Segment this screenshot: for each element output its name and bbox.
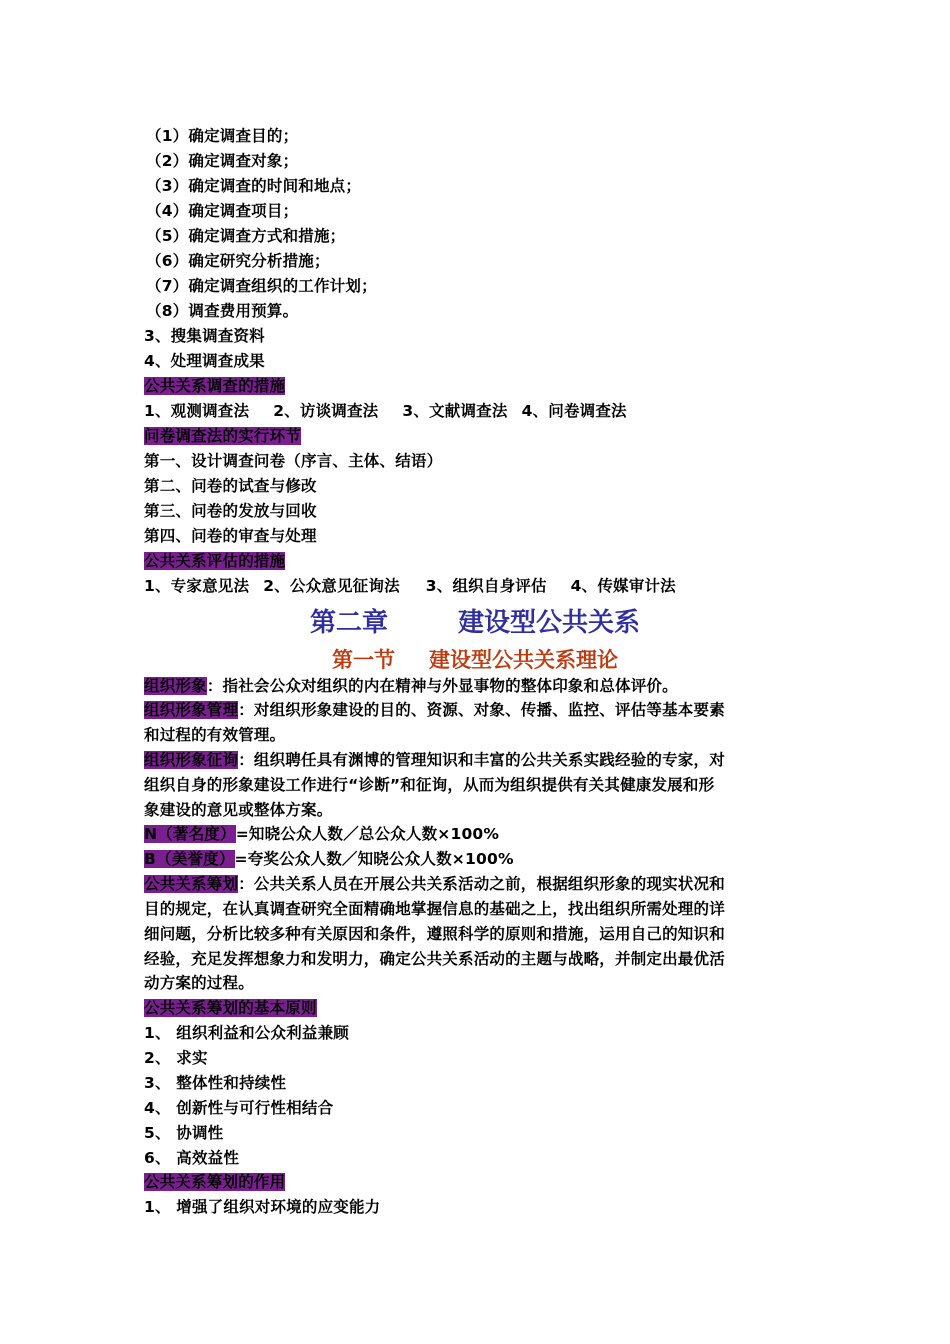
section-name: 建设型公共关系理论: [429, 648, 618, 672]
principles-heading: [144, 998, 317, 1018]
survey-methods-heading: [144, 376, 285, 396]
definition-text: 和过程的有效管理。: [144, 726, 286, 744]
definition-management: [144, 700, 725, 720]
survey-methods-list: [144, 401, 627, 421]
list-item: 1、 增强了组织对环境的应变能力: [144, 1198, 381, 1216]
highlighted-heading: 公共关系评估的措施: [144, 552, 286, 570]
highlighted-heading: 公共关系调查的措施: [144, 377, 286, 395]
list-item: 2、访谈调查法: [273, 402, 379, 420]
chapter-name: 建设型公共关系: [458, 608, 641, 638]
step-item: （5）确定调查方式和措施；: [146, 227, 346, 245]
roles-heading: [144, 1172, 285, 1192]
list-item: 1、观测调查法: [144, 402, 250, 420]
list-item: 6、 高效益性: [144, 1149, 240, 1167]
step-process-results: 4、处理调查成果: [144, 352, 265, 370]
evaluation-heading: [144, 551, 285, 571]
list-item: 3、文献调查法: [402, 402, 508, 420]
list-item: 第二、问卷的试查与修改: [144, 477, 317, 495]
formula-reputation: [144, 849, 514, 869]
definition-text: 动方案的过程。: [144, 974, 254, 992]
definition-text: ：对组织形象建设的目的、资源、对象、传播、监控、评估等基本要素: [238, 701, 725, 719]
section-number: 第一节: [332, 648, 395, 672]
step-item: （6）确定研究分析措施；: [146, 252, 330, 270]
highlighted-heading: 公共关系筹划的作用: [144, 1173, 286, 1191]
list-item: 第三、问卷的发放与回收: [144, 502, 317, 520]
step-item: （4）确定调查项目；: [146, 202, 299, 220]
list-item: 1、专家意见法: [144, 577, 250, 595]
definition-text: 组织自身的形象建设工作进行“诊断”和征询，从而为组织提供有关其健康发展和形: [144, 776, 715, 794]
highlighted-heading: 问卷调查法的实行环节: [144, 427, 302, 445]
highlighted-heading: 公共关系筹划的基本原则: [144, 999, 317, 1017]
definition-term: 组织形象: [144, 677, 207, 695]
definition-term: N（著名度）: [144, 825, 236, 843]
step-item: （8）调查费用预算。: [146, 302, 299, 320]
list-item: 2、 求实: [144, 1049, 208, 1067]
formula-fame: [144, 824, 499, 844]
definition-text: ：组织聘任具有渊博的管理知识和丰富的公共关系实践经验的专家，对: [238, 751, 725, 769]
list-item: 第四、问卷的审查与处理: [144, 527, 317, 545]
chapter-number: 第二章: [309, 608, 388, 638]
definition-planning: [144, 874, 725, 894]
definition-text: ：指社会公众对组织的内在精神与外显事物的整体印象和总体评价。: [206, 677, 678, 695]
definition-text: 目的规定，在认真调查研究全面精确地掌握信息的基础之上，找出组织所需处理的详: [144, 900, 725, 918]
list-item: 3、组织自身评估: [425, 577, 547, 595]
list-item: 2、公众意见征询法: [263, 577, 400, 595]
definition-term: 组织形象征询: [144, 751, 239, 769]
evaluation-list: [144, 576, 676, 596]
definition-text: 细问题，分析比较多种有关原因和条件，遵照科学的原则和措施，运用自己的知识和: [144, 925, 725, 943]
list-item: 5、 协调性: [144, 1124, 224, 1142]
formula-text: =夸奖公众人数／知晓公众人数×100%: [234, 850, 514, 868]
list-item: 第一、设计调查问卷（序言、主体、结语）: [144, 452, 443, 470]
definition-text: 象建设的意见或整体方案。: [144, 801, 333, 819]
list-item: 4、传媒审计法: [570, 577, 676, 595]
list-item: 4、 创新性与可行性相结合: [144, 1099, 334, 1117]
section-title: [0, 647, 950, 673]
definition-term: 组织形象管理: [144, 701, 239, 719]
chapter-title: [0, 608, 950, 638]
step-item: （1）确定调查目的；: [146, 127, 299, 145]
definition-term: B（美誉度）: [144, 850, 235, 868]
step-item: （7）确定调查组织的工作计划；: [146, 277, 377, 295]
definition-text: ：公共关系人员在开展公共关系活动之前，根据组织形象的现实状况和: [238, 875, 725, 893]
definition-text: 经验，充足发挥想象力和发明力，确定公共关系活动的主题与战略，并制定出最优活: [144, 950, 725, 968]
list-item: 4、问卷调查法: [521, 402, 627, 420]
formula-text: =知晓公众人数／总公众人数×100%: [235, 825, 500, 843]
definition-term: 公共关系筹划: [144, 875, 239, 893]
step-item: （2）确定调查对象；: [146, 152, 299, 170]
list-item: 1、 组织利益和公众利益兼顾: [144, 1024, 349, 1042]
definition-consult: [144, 750, 725, 770]
questionnaire-heading: [144, 426, 301, 446]
list-item: 3、 整体性和持续性: [144, 1074, 287, 1092]
step-collect-data: 3、搜集调查资料: [144, 327, 265, 345]
definition-image: [144, 676, 678, 696]
step-item: （3）确定调查的时间和地点；: [146, 177, 362, 195]
